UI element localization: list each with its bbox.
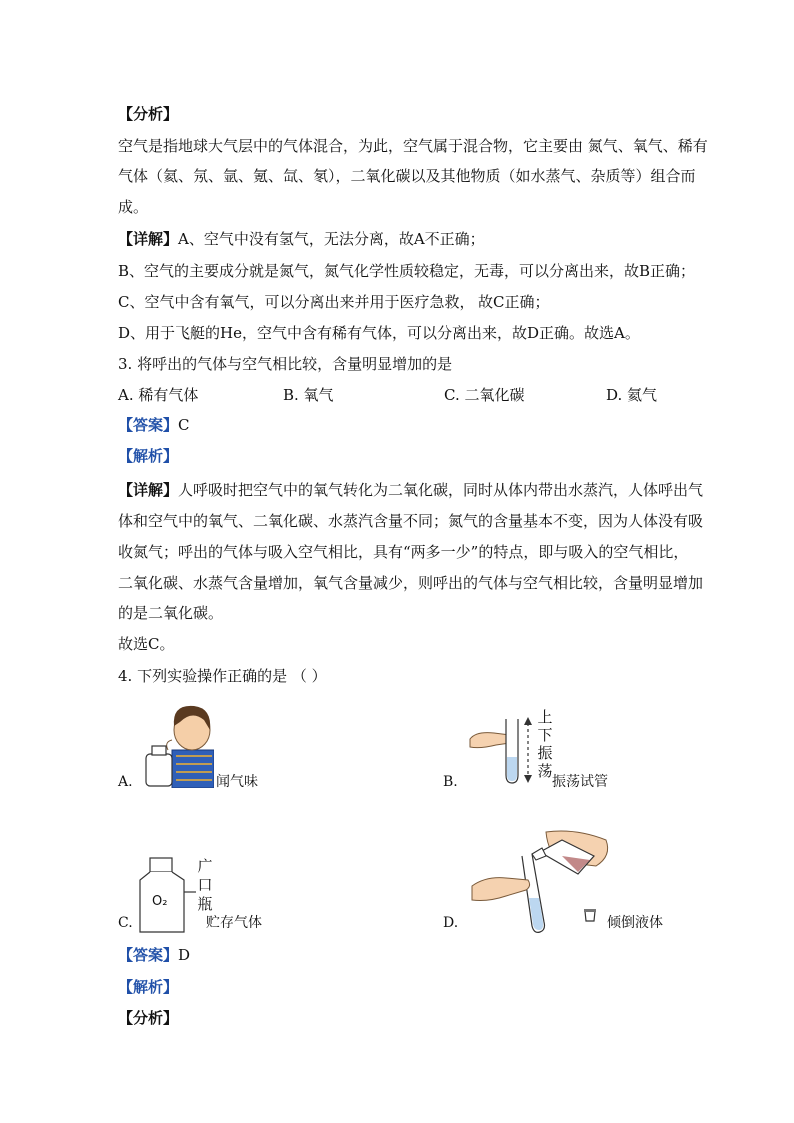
- q4-answer-label: 【答案】: [118, 946, 179, 964]
- q3-detail-5: 的是二氧化碳。: [118, 604, 224, 622]
- smelling-illustration: [142, 700, 214, 788]
- q4-option-c-letter: C.: [118, 915, 133, 931]
- analysis-line-3: 成。: [118, 198, 149, 216]
- q3-analysis-label: 【解析】: [118, 447, 179, 465]
- q3-detail-4: 二氧化碳、水蒸气含量增加，氧气含量减少，则呼出的气体与空气相比较，含量明显增加: [118, 574, 704, 592]
- q4-analysis-label: 【解析】: [118, 978, 179, 996]
- analysis-heading: 【分析】: [118, 105, 179, 123]
- detail-text: A、空气中没有氢气，无法分离，故A不正确；: [178, 230, 485, 248]
- q3-answer-value: C: [178, 416, 190, 434]
- q4-option-b-vertical-4: 荡: [537, 762, 553, 780]
- bottle-stopper-icon: [582, 907, 598, 923]
- q4-option-d-letter: D.: [443, 915, 459, 931]
- q4-question: 4. 下列实验操作正确的是 （ ）: [118, 667, 327, 685]
- detail-line-2: B、空气的主要成分就是氮气，氮气化学性质较稳定，无毒，可以分离出来，故B正确；: [118, 262, 696, 280]
- q4-option-b-caption: 振荡试管: [552, 774, 608, 790]
- q3-answer: [118, 415, 190, 435]
- q4-option-a-letter: A.: [118, 774, 133, 790]
- analysis-line-2: 气体（氦、氖、氩、氪、氙、氡），二氧化碳以及其他物质（如水蒸气、杂质等）组合而: [118, 167, 696, 185]
- q3-option-d: D. 氦气: [606, 386, 658, 404]
- q4-final-heading: 【分析】: [118, 1009, 179, 1027]
- q4-option-c-label: O₂: [152, 894, 168, 909]
- q3-option-b: B. 氧气: [283, 386, 334, 404]
- q4-answer-value: D: [178, 946, 191, 964]
- detail-line-4: D、用于飞艇的He，空气中含有稀有气体，可以分离出来，故D正确。故选A。: [118, 324, 640, 342]
- analysis-line-1: 空气是指地球大气层中的气体混合，为此，空气属于混合物，它主要由 氮气、氧气、稀有: [118, 137, 708, 155]
- q4-option-d-caption: 倾倒液体: [607, 915, 663, 931]
- q4-option-a-caption: 闻气味: [216, 774, 258, 790]
- test-tube-shaking-illustration: [466, 713, 538, 785]
- q4-option-c-caption: 贮存气体: [206, 915, 262, 931]
- q3-conclusion: 故选C。: [118, 635, 175, 653]
- q4-option-b-vertical-3: 振: [537, 744, 553, 762]
- q3-detail-2: 体和空气中的氧气、二氧化碳、水蒸汽含量不同；氮气的含量基本不变，因为人体没有吸: [118, 512, 704, 530]
- detail-line-3a: C、空气中含有氧气，可以分离出来并用于医疗急救，: [118, 293, 475, 311]
- q4-answer: [118, 945, 190, 965]
- q3-question: 3. 将呼出的气体与空气相比较，含量明显增加的是: [118, 355, 453, 373]
- q4-option-b-letter: B.: [443, 774, 458, 790]
- q4-option-c-vertical-3: 瓶: [197, 895, 213, 913]
- q3-detail-3: 收氮气；呼出的气体与吸入空气相比，具有“两多一少”的特点，即与吸入的空气相比，: [118, 543, 689, 561]
- q3-option-a: A. 稀有气体: [118, 386, 199, 404]
- detail-line-3b: 故C正确；: [478, 293, 550, 311]
- q3-option-c: C. 二氧化碳: [444, 386, 525, 404]
- q3-detail-text-1: 人呼吸时把空气中的氧气转化为二氧化碳，同时从体内带出水蒸汽，人体呼出气: [178, 481, 704, 499]
- detail-line-1: [118, 229, 485, 249]
- q3-detail-1: [118, 480, 703, 500]
- q4-option-b-vertical-2: 下: [537, 726, 553, 744]
- q4-option-c-vertical-2: 口: [197, 876, 213, 894]
- detail-label: 【详解】: [118, 230, 179, 248]
- q3-detail-label: 【详解】: [118, 481, 179, 499]
- q3-answer-label: 【答案】: [118, 416, 179, 434]
- q4-option-b-vertical-1: 上: [537, 708, 553, 726]
- q4-option-c-vertical-1: 广: [197, 857, 213, 875]
